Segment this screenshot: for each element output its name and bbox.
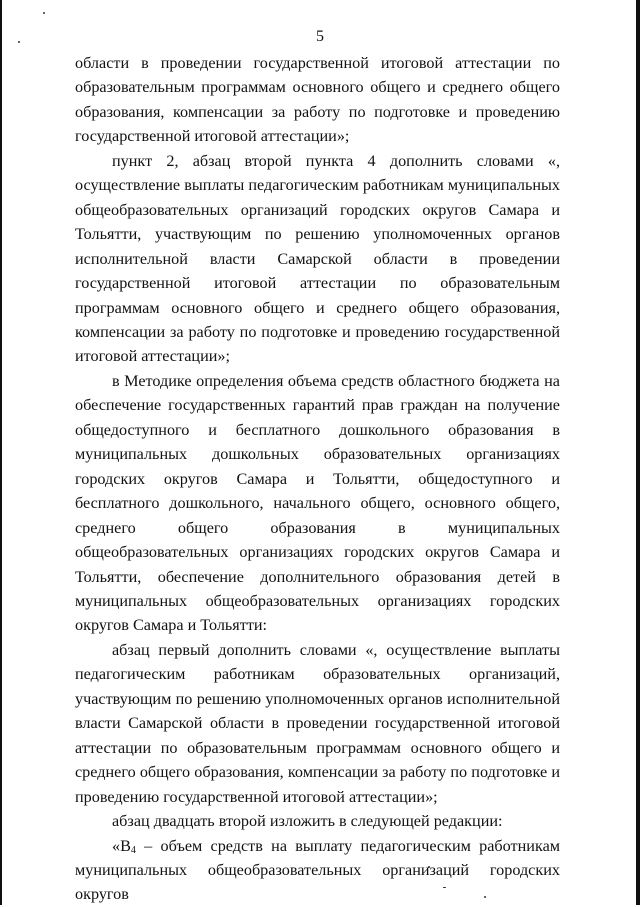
scan-speck [43,12,45,14]
paragraph-formula-definition [75,834,560,907]
formula-variable: «В [112,836,131,855]
scan-border-right [636,0,640,905]
scan-border-left [0,0,2,905]
paragraph: абзац первый дополнить словами «, осуществление выплаты педагогическим работникам образовательных организаций, участвующим по решению уполномоченных органов исполнительной власти Самарской области в проведении государственной итоговой аттестации по образовательным программам основного общего и среднего общего образования, компенсации за работу по подготовке и проведению государственной итоговой аттестации»; [75,640,560,806]
paragraph: абзац двадцать второй изложить в следующей редакции: [112,812,503,831]
formula-subscript: 4 [130,844,136,856]
document-body [75,51,560,907]
paragraph: в Методике определения объема средств областного бюджета на обеспечение государственных гарантий прав граждан на получение общедоступного и бесплатного дошкольного образования в муниципальных дошкольных образовательных организациях городских округов Самара и Тольятти, общедоступного и бесплатного дошкольного, начального общего, основного общего, среднего общего образования в муниципальных общеобразовательных организациях городских округов Самара и Тольятти, обеспечение дополнительного образования детей в муниципальных общеобразовательных организациях городских округов Самара и Тольятти: [75,371,560,635]
paragraph: пункт 2, абзац второй пункта 4 дополнить словами «, осуществление выплаты педагогическим работникам муниципальных общеобразовательных организаций городских округов Самара и Тольятти, участвующим по решению уполномоченных органов исполнительной власти Самарской области в проведении государственной итоговой аттестации по образовательным программам основного общего и среднего общего образования, компенсации за работу по подготовке и проведению государственной итоговой аттестации»; [75,151,560,366]
paragraph: области в проведении государственной итоговой аттестации по образовательным программам основного общего и среднего общего образования, компенсации за работу по подготовке и проведению государственной итоговой аттестации»; [75,54,560,146]
page-number: 5 [316,28,324,45]
formula-definition-text: – объем средств на выплату педагогическим работникам муниципальных общеобразовательных организаций городских округов [75,836,560,904]
